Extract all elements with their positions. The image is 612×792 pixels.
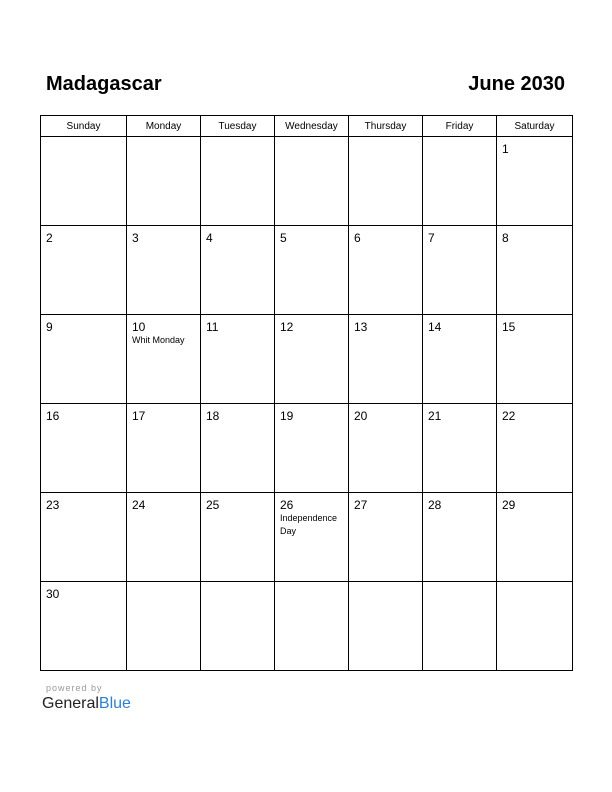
day-cell xyxy=(497,582,573,671)
day-number: 28 xyxy=(428,498,442,512)
day-cell xyxy=(275,404,349,493)
day-cell xyxy=(349,404,423,493)
day-cell xyxy=(127,493,201,582)
day-cell xyxy=(201,404,275,493)
day-number: 7 xyxy=(428,231,435,245)
week-row xyxy=(41,404,573,493)
day-cell xyxy=(127,404,201,493)
day-cell xyxy=(127,582,201,671)
day-number: 29 xyxy=(502,498,516,512)
day-number: 17 xyxy=(132,409,146,423)
week-row xyxy=(41,582,573,671)
day-cell xyxy=(41,493,127,582)
day-number: 18 xyxy=(206,409,220,423)
day-number: 15 xyxy=(502,320,516,334)
day-cell xyxy=(349,582,423,671)
day-number: 26 xyxy=(280,498,294,512)
day-cell xyxy=(275,137,349,226)
day-cell xyxy=(349,493,423,582)
day-number: 12 xyxy=(280,320,294,334)
day-number xyxy=(201,137,274,142)
day-number: 19 xyxy=(280,409,294,423)
weekday-header: Wednesday xyxy=(275,116,349,137)
day-cell xyxy=(127,137,201,226)
day-cell xyxy=(423,315,497,404)
weekday-header: Friday xyxy=(423,116,497,137)
day-cell xyxy=(497,137,573,226)
day-cell xyxy=(497,315,573,404)
day-cell xyxy=(423,493,497,582)
day-cell xyxy=(275,582,349,671)
day-number: 11 xyxy=(206,320,219,334)
logo-blue-text: Blue xyxy=(98,695,131,712)
week-row xyxy=(41,226,573,315)
day-cell xyxy=(201,226,275,315)
day-cell xyxy=(41,315,127,404)
day-cell xyxy=(41,226,127,315)
day-cell xyxy=(127,315,201,404)
day-number xyxy=(41,137,126,142)
day-cell xyxy=(275,493,349,582)
day-number xyxy=(201,582,274,587)
day-cell xyxy=(497,404,573,493)
day-cell xyxy=(201,315,275,404)
day-cell xyxy=(275,315,349,404)
calendar-country-title: Madagascar xyxy=(46,73,162,95)
day-number xyxy=(423,137,496,142)
day-number: 13 xyxy=(354,320,368,334)
day-number xyxy=(497,582,572,587)
day-number: 2 xyxy=(46,231,53,245)
day-cell xyxy=(349,137,423,226)
day-cell xyxy=(275,226,349,315)
day-number: 10 xyxy=(132,320,146,334)
day-number: 4 xyxy=(206,231,213,245)
day-cell xyxy=(423,226,497,315)
weekday-header: Monday xyxy=(127,116,201,137)
day-number xyxy=(349,582,422,587)
day-number: 25 xyxy=(206,498,220,512)
holiday-label: Independence Day xyxy=(280,513,338,536)
day-number: 6 xyxy=(354,231,361,245)
day-number xyxy=(349,137,422,142)
week-row xyxy=(41,137,573,226)
day-number: 16 xyxy=(46,409,60,423)
day-cell xyxy=(497,226,573,315)
day-cell xyxy=(349,226,423,315)
weekday-header: Thursday xyxy=(349,116,423,137)
day-number xyxy=(423,582,496,587)
day-number: 1 xyxy=(502,142,509,156)
day-number: 27 xyxy=(354,498,368,512)
day-cell xyxy=(201,582,275,671)
day-number: 22 xyxy=(502,409,516,423)
day-number: 14 xyxy=(428,320,442,334)
weekday-header: Saturday xyxy=(497,116,573,137)
day-cell xyxy=(423,404,497,493)
day-number xyxy=(275,582,348,587)
day-cell xyxy=(349,315,423,404)
holiday-label: Whit Monday xyxy=(132,335,185,345)
day-cell xyxy=(41,137,127,226)
day-cell xyxy=(497,493,573,582)
day-cell xyxy=(41,582,127,671)
day-number: 8 xyxy=(502,231,509,245)
day-cell xyxy=(423,582,497,671)
weekday-header: Tuesday xyxy=(201,116,275,137)
week-row xyxy=(41,493,573,582)
day-number xyxy=(127,582,200,587)
calendar-grid xyxy=(40,115,573,671)
day-cell xyxy=(201,493,275,582)
day-number: 23 xyxy=(46,498,60,512)
logo-general-text: General xyxy=(42,695,99,712)
day-number xyxy=(127,137,200,142)
weekday-header-row xyxy=(41,116,573,137)
day-number xyxy=(275,137,348,142)
powered-by-label: powered by xyxy=(46,683,103,693)
day-number: 21 xyxy=(428,409,442,423)
generalblue-logo[interactable] xyxy=(42,694,131,714)
day-number: 24 xyxy=(132,498,146,512)
day-number: 3 xyxy=(132,231,139,245)
day-number: 5 xyxy=(280,231,287,245)
week-row xyxy=(41,315,573,404)
weekday-header: Sunday xyxy=(41,116,127,137)
day-number: 30 xyxy=(46,587,60,601)
day-number: 9 xyxy=(46,320,53,334)
day-number: 20 xyxy=(354,409,368,423)
day-cell xyxy=(201,137,275,226)
calendar-month-year: June 2030 xyxy=(468,73,565,95)
day-cell xyxy=(41,404,127,493)
day-cell xyxy=(127,226,201,315)
day-cell xyxy=(423,137,497,226)
